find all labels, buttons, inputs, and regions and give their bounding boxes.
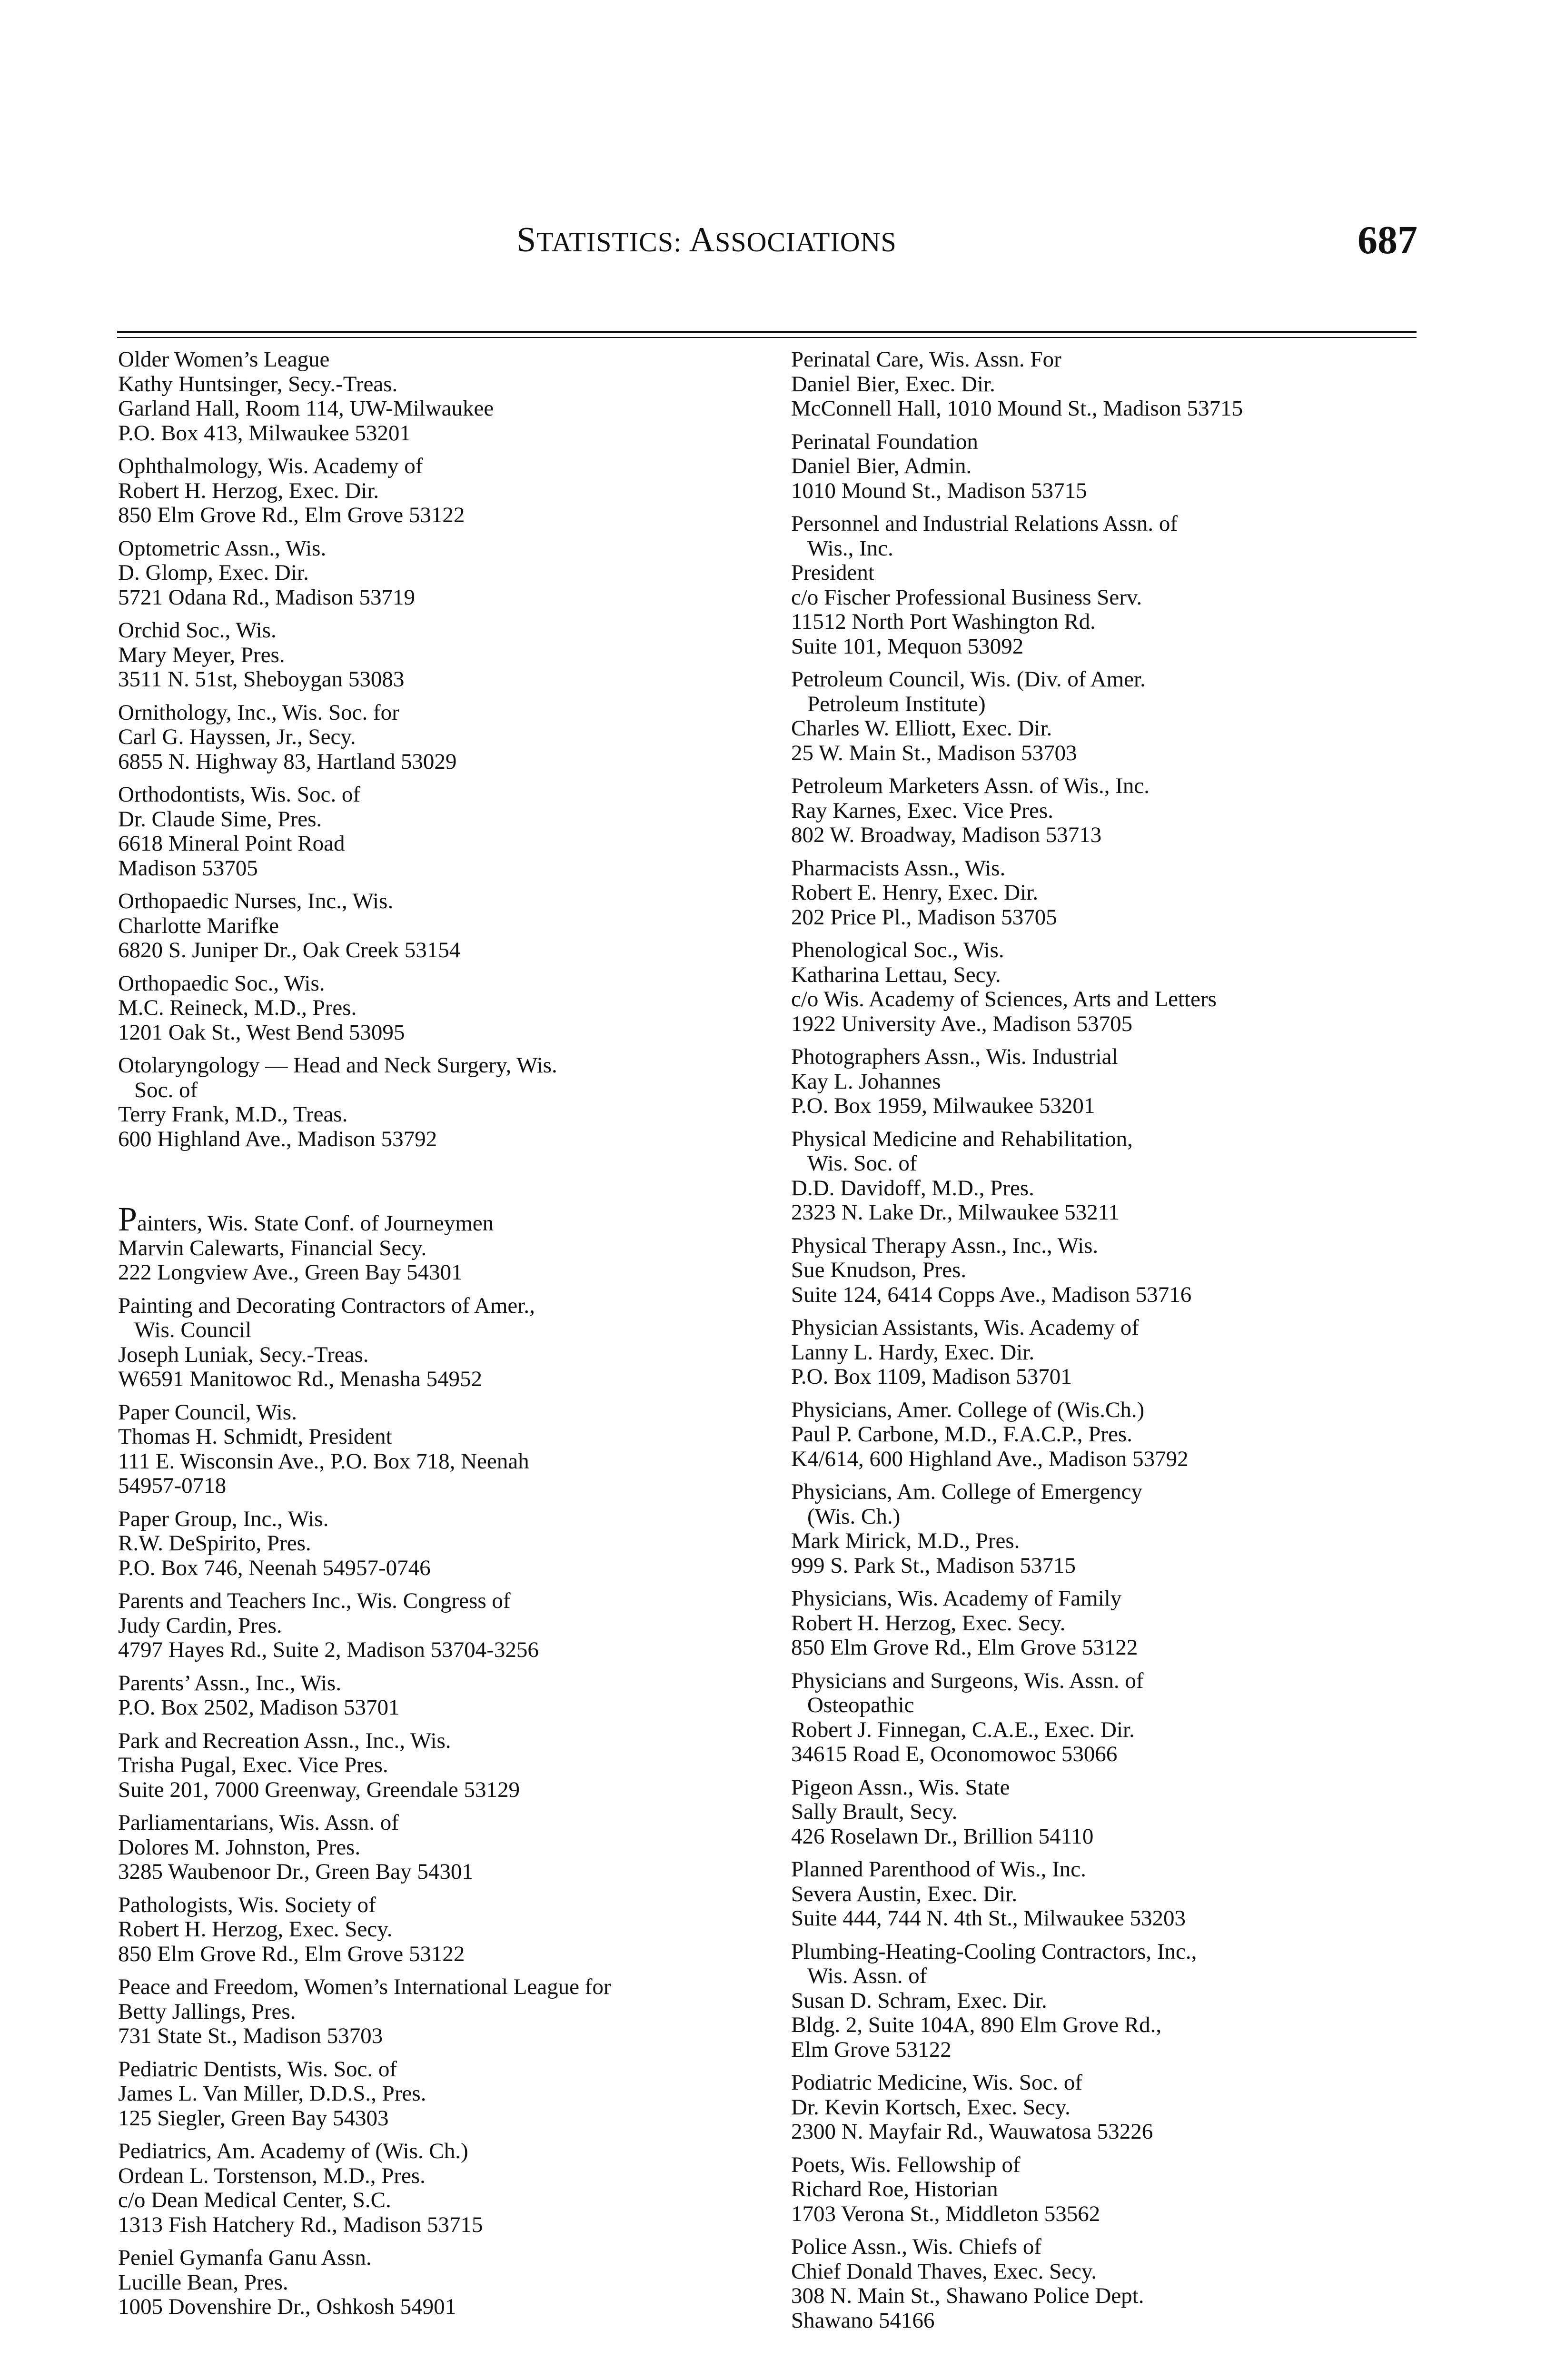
section-p-entries	[118, 1294, 775, 2320]
entry-line: 850 Elm Grove Rd., Elm Grove 53122	[791, 1635, 1138, 1660]
entry-line: Robert H. Herzog, Exec. Secy.	[791, 1610, 1066, 1636]
entry-line: Mark Mirick, M.D., Pres.	[791, 1528, 1020, 1553]
entry-line: Severa Austin, Exec. Dir.	[791, 1881, 1018, 1906]
entry-line: Judy Cardin, Pres.	[118, 1613, 282, 1638]
entry-line: Phenological Soc., Wis.	[791, 938, 1004, 962]
directory-entry	[118, 783, 775, 881]
entry-line: 111 E. Wisconsin Ave., P.O. Box 718, Neenah	[118, 1448, 529, 1474]
entry-line: Garland Hall, Room 114, UW-Milwaukee	[118, 396, 494, 421]
directory-entry	[118, 1200, 775, 1285]
entry-line	[118, 1200, 775, 1238]
directory-entry	[118, 701, 775, 774]
entry-line: 1201 Oak St., West Bend 53095	[118, 1020, 405, 1045]
entry-line: Daniel Bier, Exec. Dir.	[791, 371, 995, 397]
entry-line: Painting and Decorating Contractors of Amer.,	[118, 1293, 535, 1318]
header-text: TATISTICS:	[536, 227, 689, 258]
entry-line: Robert H. Herzog, Exec. Secy.	[118, 1917, 393, 1942]
entry-line: Lanny L. Hardy, Exec. Dir.	[791, 1339, 1035, 1365]
entry-line: Suite 444, 744 N. 4th St., Milwaukee 53203	[791, 1906, 1186, 1931]
directory-entry	[118, 1893, 775, 1967]
entry-line: 4797 Hayes Rd., Suite 2, Madison 53704-3256	[118, 1637, 539, 1662]
entry-line: P.O. Box 1959, Milwaukee 53201	[791, 1093, 1095, 1118]
entry-line: 3285 Waubenoor Dr., Green Bay 54301	[118, 1859, 473, 1884]
entry-line: Dolores M. Johnston, Pres.	[118, 1835, 361, 1860]
entry-line: Pathologists, Wis. Society of	[118, 1892, 376, 1917]
directory-entry	[118, 1729, 775, 1803]
entry-line: Shawano 54166	[791, 2308, 935, 2333]
entry-line: Paul P. Carbone, M.D., F.A.C.P., Pres.	[791, 1422, 1132, 1447]
directory-entry	[118, 536, 775, 610]
entry-line: Petroleum Marketers Assn. of Wis., Inc.	[791, 774, 1150, 798]
directory-entry	[118, 347, 775, 446]
entry-line: Police Assn., Wis. Chiefs of	[791, 2234, 1041, 2259]
directory-entry	[791, 774, 1415, 848]
entry-line: 54957-0718	[118, 1473, 227, 1498]
entry-lines	[118, 1236, 775, 1285]
directory-entry	[118, 1975, 775, 2049]
entry-line: K4/614, 600 Highland Ave., Madison 53792	[791, 1446, 1189, 1471]
entry-line: Wis. Assn. of	[807, 1964, 927, 1988]
entry-line: Parliamentarians, Wis. Assn. of	[118, 1810, 399, 1835]
entry-line: Pharmacists Assn., Wis.	[791, 855, 1006, 881]
directory-entry	[791, 1234, 1415, 1308]
entry-line: 6618 Mineral Point Road	[118, 831, 345, 856]
page-number: 687	[1358, 218, 1417, 262]
section-p-entries-continued	[791, 347, 1415, 2333]
entry-line: President	[791, 560, 874, 585]
header-rule-thin	[117, 337, 1417, 338]
directory-entry	[118, 2057, 775, 2131]
entry-line: Robert E. Henry, Exec. Dir.	[791, 880, 1039, 905]
entry-line: Daniel Bier, Admin.	[791, 454, 972, 478]
left-column	[118, 347, 775, 2328]
entry-line: Osteopathic	[807, 1693, 914, 1717]
entry-line: 202 Price Pl., Madison 53705	[791, 904, 1057, 930]
header-text: SSOCIATIONS	[715, 227, 897, 258]
directory-entry	[118, 1811, 775, 1884]
entry-line: Perinatal Foundation	[791, 429, 978, 454]
entry-line: Kathy Huntsinger, Secy.-Treas.	[118, 371, 398, 397]
entry-line: 2300 N. Mayfair Rd., Wauwatosa 53226	[791, 2119, 1153, 2144]
directory-entry	[791, 856, 1415, 930]
entry-line: 2323 N. Lake Dr., Milwaukee 53211	[791, 1200, 1120, 1225]
entry-line: Robert J. Finnegan, C.A.E., Exec. Dir.	[791, 1717, 1135, 1742]
directory-entry	[791, 1127, 1415, 1225]
right-column	[791, 347, 1415, 2341]
entry-line: Carl G. Hayssen, Jr., Secy.	[118, 724, 356, 749]
entry-line: P.O. Box 1109, Madison 53701	[791, 1364, 1072, 1389]
entry-line: 6820 S. Juniper Dr., Oak Creek 53154	[118, 938, 461, 962]
entry-line: Poets, Wis. Fellowship of	[791, 2152, 1021, 2177]
directory-entry	[118, 1400, 775, 1498]
directory-entry	[791, 938, 1415, 1036]
entry-line: Ophthalmology, Wis. Academy of	[118, 454, 423, 478]
entry-line: P.O. Box 746, Neenah 54957-0746	[118, 1555, 431, 1580]
directory-entry	[118, 1671, 775, 1720]
entry-line: Perinatal Care, Wis. Assn. For	[791, 347, 1061, 372]
running-header	[516, 220, 897, 260]
directory-entry	[791, 1480, 1415, 1578]
entry-line: 850 Elm Grove Rd., Elm Grove 53122	[118, 503, 465, 527]
entry-line: Mary Meyer, Pres.	[118, 642, 285, 667]
entry-line: Ordean L. Torstenson, M.D., Pres.	[118, 2163, 426, 2188]
section-o-entries	[118, 347, 775, 1151]
entry-line: Wis. Soc. of	[807, 1151, 917, 1176]
entry-line: Paper Group, Inc., Wis.	[118, 1506, 329, 1531]
directory-entry	[791, 1669, 1415, 1767]
directory-entry	[118, 972, 775, 1045]
entry-line: Suite 124, 6414 Copps Ave., Madison 53716	[791, 1282, 1192, 1307]
section-initial: P	[118, 1200, 138, 1238]
entry-line: c/o Fischer Professional Business Serv.	[791, 585, 1142, 610]
directory-entry	[791, 512, 1415, 659]
entry-name-rest: ainters, Wis. State Conf. of Journeymen	[137, 1211, 494, 1236]
entry-line: Orthopaedic Soc., Wis.	[118, 971, 325, 996]
entry-line: 222 Longview Ave., Green Bay 54301	[118, 1260, 463, 1285]
entry-line: 125 Siegler, Green Bay 54303	[118, 2105, 389, 2131]
entry-line: Trisha Pugal, Exec. Vice Pres.	[118, 1753, 388, 1777]
entry-line: D.D. Davidoff, M.D., Pres.	[791, 1175, 1034, 1200]
entry-line: Physicians, Wis. Academy of Family	[791, 1586, 1122, 1611]
entry-line: Sally Brault, Secy.	[791, 1799, 958, 1824]
entry-line: Charlotte Marifke	[118, 913, 279, 938]
entry-line: 11512 North Port Washington Rd.	[791, 609, 1096, 634]
entry-line: Orthodontists, Wis. Soc. of	[118, 782, 361, 807]
entry-line: D. Glomp, Exec. Dir.	[118, 560, 309, 585]
directory-entry	[791, 430, 1415, 504]
entry-line: Robert H. Herzog, Exec. Dir.	[118, 478, 379, 503]
directory-entry	[118, 2139, 775, 2237]
directory-entry	[118, 2246, 775, 2320]
entry-line: Parents and Teachers Inc., Wis. Congress of	[118, 1588, 511, 1613]
entry-line: Parents’ Assn., Inc., Wis.	[118, 1670, 341, 1696]
entry-line: 600 Highland Ave., Madison 53792	[118, 1126, 437, 1151]
entry-line: McConnell Hall, 1010 Mound St., Madison 53715	[791, 396, 1243, 421]
entry-line: 6855 N. Highway 83, Hartland 53029	[118, 749, 457, 774]
entry-line: Peace and Freedom, Women’s International League for	[118, 1974, 611, 1999]
entry-line: 25 W. Main St., Madison 53703	[791, 740, 1077, 765]
entry-line: 1313 Fish Hatchery Rd., Madison 53715	[118, 2212, 483, 2237]
entry-line: Personnel and Industrial Relations Assn. of	[791, 511, 1178, 536]
directory-entry	[791, 1857, 1415, 1931]
entry-line: 34615 Road E, Oconomowoc 53066	[791, 1742, 1118, 1766]
entry-line: Peniel Gymanfa Ganu Assn.	[118, 2245, 372, 2270]
directory-entry	[791, 1775, 1415, 1849]
directory-entry	[118, 454, 775, 528]
entry-line: Wis., Inc.	[807, 536, 893, 561]
entry-line: Elm Grove 53122	[791, 2037, 951, 2062]
entry-line: W6591 Manitowoc Rd., Menasha 54952	[118, 1367, 482, 1391]
directory-entry	[118, 1294, 775, 1392]
entry-line: (Wis. Ch.)	[807, 1504, 901, 1529]
entry-line: Ornithology, Inc., Wis. Soc. for	[118, 700, 399, 725]
entry-line: Physical Therapy Assn., Inc., Wis.	[791, 1233, 1099, 1258]
entry-line: Plumbing-Heating-Cooling Contractors, Inc.,	[791, 1939, 1197, 1964]
directory-entry	[791, 1587, 1415, 1660]
entry-line: c/o Dean Medical Center, S.C.	[118, 2188, 391, 2212]
entry-line: Bldg. 2, Suite 104A, 890 Elm Grove Rd.,	[791, 2013, 1162, 2037]
entry-line: Marvin Calewarts, Financial Secy.	[118, 1235, 427, 1260]
entry-line: Physician Assistants, Wis. Academy of	[791, 1315, 1139, 1340]
directory-entry	[791, 1045, 1415, 1119]
directory-entry	[791, 2071, 1415, 2144]
directory-entry	[118, 1507, 775, 1581]
directory-entry	[791, 1316, 1415, 1389]
entry-line: 731 State St., Madison 53703	[118, 2023, 383, 2048]
entry-line: P.O. Box 413, Milwaukee 53201	[118, 420, 411, 446]
entry-line: 1703 Verona St., Middleton 53562	[791, 2201, 1100, 2226]
entry-line: Otolaryngology — Head and Neck Surgery, Wis.	[118, 1053, 557, 1078]
entry-line: Joseph Luniak, Secy.-Treas.	[118, 1342, 369, 1367]
entry-line: 3511 N. 51st, Sheboygan 53083	[118, 667, 405, 692]
entry-line: Petroleum Council, Wis. (Div. of Amer.	[791, 667, 1146, 692]
entry-line: Thomas H. Schmidt, President	[118, 1424, 392, 1449]
directory-entry	[118, 618, 775, 692]
entry-line: Dr. Kevin Kortsch, Exec. Secy.	[791, 2094, 1070, 2120]
entry-line: James L. Van Miller, D.D.S., Pres.	[118, 2081, 426, 2106]
header-initial: A	[689, 220, 715, 259]
entry-line: Chief Donald Thaves, Exec. Secy.	[791, 2259, 1097, 2284]
entry-line: Orchid Soc., Wis.	[118, 618, 277, 643]
entry-line: Terry Frank, M.D., Treas.	[118, 1102, 348, 1127]
entry-line: Suite 101, Mequon 53092	[791, 634, 1024, 659]
entry-line: Betty Jallings, Pres.	[118, 1999, 296, 2024]
entry-line: 1005 Dovenshire Dr., Oshkosh 54901	[118, 2294, 456, 2319]
entry-line: Podiatric Medicine, Wis. Soc. of	[791, 2070, 1083, 2095]
entry-line: R.W. DeSpirito, Pres.	[118, 1531, 311, 1556]
entry-line: c/o Wis. Academy of Sciences, Arts and Letters	[791, 987, 1217, 1012]
directory-entry	[118, 889, 775, 963]
entry-line: Charles W. Elliott, Exec. Dir.	[791, 716, 1052, 741]
directory-entry	[791, 2153, 1415, 2227]
entry-line: Suite 201, 7000 Greenway, Greendale 53129	[118, 1777, 520, 1802]
entry-line: Optometric Assn., Wis.	[118, 536, 327, 561]
directory-entry	[791, 667, 1415, 765]
directory-entry	[791, 347, 1415, 421]
entry-line: Older Women’s League	[118, 347, 330, 372]
entry-line: Richard Roe, Historian	[791, 2177, 998, 2202]
entry-line: Physicians, Amer. College of (Wis.Ch.)	[791, 1397, 1145, 1422]
entry-line: 5721 Odana Rd., Madison 53719	[118, 585, 416, 610]
entry-line: Physicians, Am. College of Emergency	[791, 1479, 1142, 1504]
entry-line: Wis. Council	[134, 1318, 252, 1342]
entry-line: 426 Roselawn Dr., Brillion 54110	[791, 1824, 1094, 1849]
entry-line: 308 N. Main St., Shawano Police Dept.	[791, 2283, 1144, 2308]
section-gap	[118, 1160, 775, 1210]
header-rule	[117, 331, 1417, 333]
entry-line: 1010 Mound St., Madison 53715	[791, 478, 1087, 503]
entry-line: Lucille Bean, Pres.	[118, 2270, 288, 2295]
entry-line: Paper Council, Wis.	[118, 1399, 297, 1425]
entry-line: Ray Karnes, Exec. Vice Pres.	[791, 798, 1053, 823]
entry-line: Soc. of	[134, 1077, 198, 1102]
entry-line: P.O. Box 2502, Madison 53701	[118, 1695, 400, 1720]
entry-line: Photographers Assn., Wis. Industrial	[791, 1044, 1118, 1069]
entry-line: Susan D. Schram, Exec. Dir.	[791, 1988, 1047, 2013]
entry-line: 802 W. Broadway, Madison 53713	[791, 823, 1102, 847]
entry-line: Dr. Claude Sime, Pres.	[118, 806, 322, 832]
directory-entry	[791, 1940, 1415, 2063]
entry-line: Planned Parenthood of Wis., Inc.	[791, 1857, 1086, 1882]
directory-entry	[118, 1053, 775, 1151]
entry-line: 1922 University Ave., Madison 53705	[791, 1011, 1133, 1036]
entry-line: Physicians and Surgeons, Wis. Assn. of	[791, 1668, 1144, 1693]
directory-entry	[118, 1589, 775, 1663]
entry-line: Madison 53705	[118, 855, 258, 881]
entry-line: Kay L. Johannes	[791, 1069, 941, 1094]
entry-line: Park and Recreation Assn., Inc., Wis.	[118, 1728, 451, 1753]
directory-entry	[791, 1398, 1415, 1472]
entry-line: Katharina Lettau, Secy.	[791, 962, 1001, 987]
entry-line: Physical Medicine and Rehabilitation,	[791, 1126, 1133, 1151]
entry-line: Sue Knudson, Pres.	[791, 1258, 967, 1282]
entry-line: Orthopaedic Nurses, Inc., Wis.	[118, 889, 394, 913]
directory-entry	[791, 2235, 1415, 2333]
entry-line: Pigeon Assn., Wis. State	[791, 1775, 1010, 1800]
entry-line: Petroleum Institute)	[807, 691, 986, 716]
entry-line: 999 S. Park St., Madison 53715	[791, 1553, 1076, 1578]
entry-line: M.C. Reineck, M.D., Pres.	[118, 995, 357, 1020]
entry-line: Pediatrics, Am. Academy of (Wis. Ch.)	[118, 2139, 468, 2163]
entry-line: Pediatric Dentists, Wis. Soc. of	[118, 2056, 397, 2082]
header-initial: S	[516, 220, 537, 259]
entry-line: 850 Elm Grove Rd., Elm Grove 53122	[118, 1941, 465, 1966]
